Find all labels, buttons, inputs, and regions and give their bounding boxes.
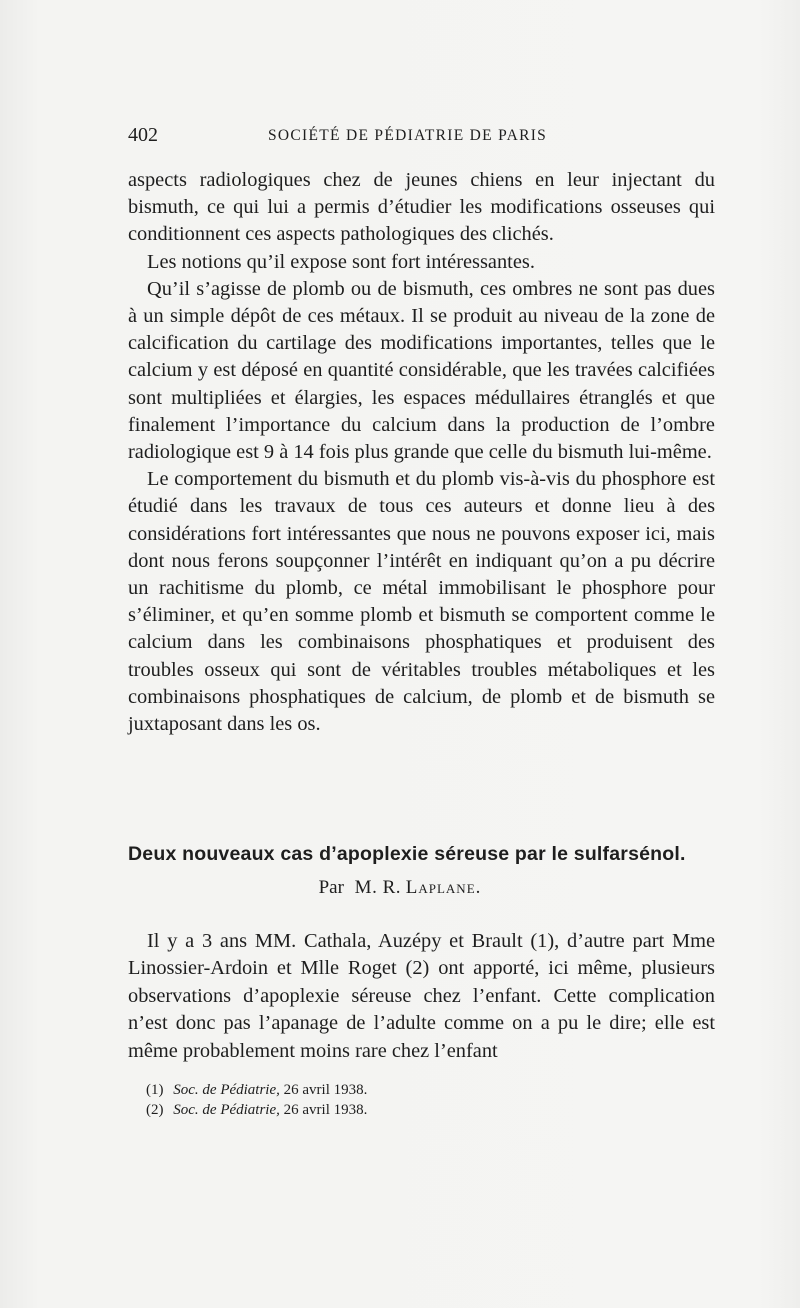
byline-surname: Laplane. [405, 877, 482, 898]
footnotes [146, 1080, 367, 1120]
footnote [146, 1080, 367, 1100]
footnote-date: 26 avril 1938. [283, 1082, 368, 1098]
byline-author: M. R. [354, 877, 401, 898]
running-head: SOCIÉTÉ DE PÉDIATRIE DE PARIS [268, 127, 548, 144]
footnote-source: Soc. de Pédiatrie, [173, 1102, 280, 1118]
article-text [128, 928, 715, 1065]
page-number: 402 [128, 124, 158, 146]
paragraph: Qu’il s’agisse de plomb ou de bismuth, ces ombres ne sont pas dues à un simple dépôt de ces métaux. Il se produit au niveau de la zone de calcification du cartilage des modifications importantes, telles que le calcium y est déposé en quantité considérable, que les travées calcifiées sont multipliées et élargies, les espaces médullaires étranglés et que finalement l’importance du calcium dans la production de l’ombre radiologique est 9 à 14 fois plus grande que celle du bismuth lui-même. [128, 277, 715, 464]
page-header [128, 124, 728, 154]
footnote-date: 26 avril 1938. [283, 1102, 368, 1118]
byline-prefix: Par [318, 877, 344, 898]
paragraph: Les notions qu’il expose sont fort intéressantes. [147, 250, 535, 273]
footnote-source: Soc. de Pédiatrie, [173, 1082, 280, 1098]
paragraph: Le comportement du bismuth et du plomb vis-à-vis du phosphore est étudié dans les travaux de tous ces auteurs et donne lieu à des considérations fort intéressantes que nous ne pouvons exposer ici, mais dont nous ferons soupçonner l’intérêt en indiquant qu’on a pu décrire un rachitisme du plomb, ce métal immobilisant le phosphore pour s’éliminer, et qu’en somme plomb et bismuth se comportent comme le calcium dans les combinaisons phosphatiques et produisent des troubles osseux qui sont de véritables troubles métaboliques et les combinaisons phosphatiques de calcium, de plomb et de bismuth se juxtaposant dans les os. [128, 468, 715, 736]
paragraph: aspects radiologiques chez de jeunes chiens en leur injectant du bismuth, ce qui lui a permis d’étudier les modifications osseuses qui conditionnent ces aspects pathologiques des clichés. [128, 169, 715, 246]
footnote-number: (2) [146, 1102, 164, 1118]
footnote-number: (1) [146, 1082, 164, 1098]
footnote [146, 1100, 367, 1120]
body-text [128, 167, 715, 738]
byline [0, 877, 800, 899]
paragraph: Il y a 3 ans MM. Cathala, Auzépy et Brault (1), d’autre part Mme Linossier-Ardoin et Mlle Roget (2) ont apporté, ici même, plusieurs observations d’apoplexie séreuse chez l’enfant. Cette complication n’est donc pas l’apanage de l’adulte comme on a pu le dire; elle est même probablement moins rare chez l’enfant [128, 930, 715, 1062]
article-title: Deux nouveaux cas d’apoplexie séreuse par le sulfarsénol. [128, 843, 686, 865]
